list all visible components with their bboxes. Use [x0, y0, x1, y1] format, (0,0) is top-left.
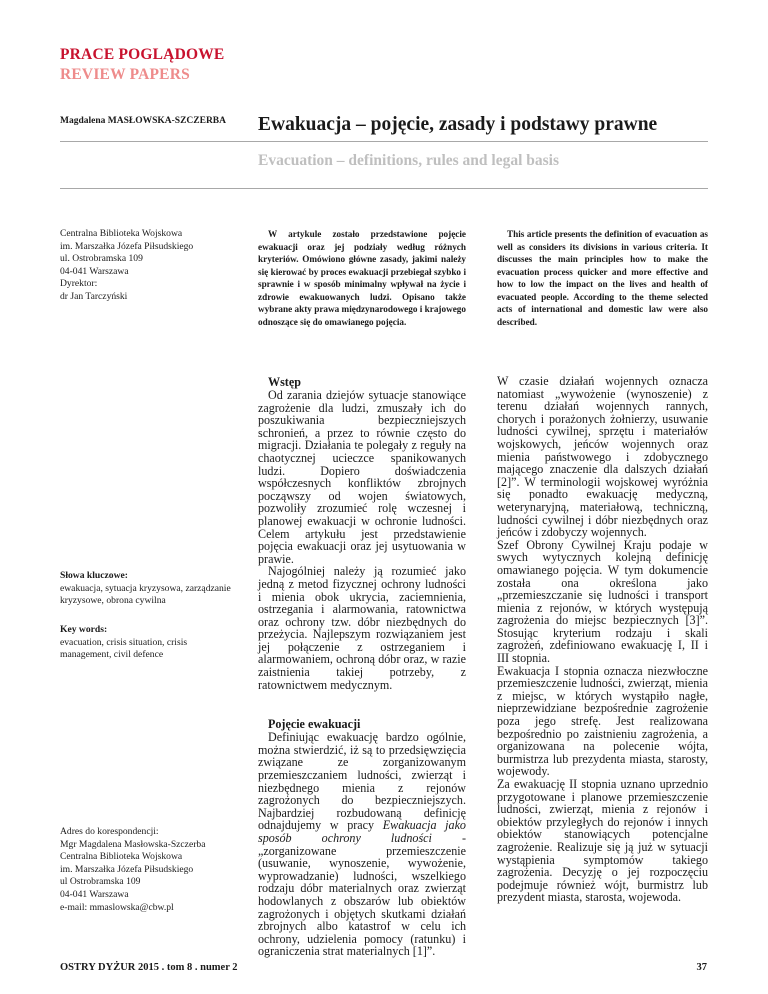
heading-concept: Pojęcie ewakuacji — [268, 717, 361, 732]
keywords-pl-text: ewakuacja, sytuacja kryzysowa, zarządzanie kryzysowe, obrona cywilna — [60, 582, 231, 607]
journal-footer: OSTRY DYŻUR 2015 . tom 8 . numer 2 — [60, 962, 238, 973]
subtitle-divider — [60, 188, 708, 189]
abstract-en-text: This article presents the definition of evacuation as well as considers its divisions in various criteria. It discusses the main principles how to make the evacuation process quicker and more effective and how to low the impact on the lives and health of evacuated people. According to the theme selected acts of international and domestic law were also described. — [497, 229, 708, 327]
correspondence-email[interactable]: e-mail: mmaslowska@cbw.pl — [60, 901, 174, 913]
correspondence-line: 04-041 Warszawa — [60, 888, 129, 900]
page-number: 37 — [696, 962, 707, 973]
paragraph: Szef Obrony Cywilnej Kraju podaje w swych wytycznych kolejną definicję omawianego pojęcia. W tym dokumencie została ona określona jako „przemieszczanie się ludności i transport mienia z rejonów, w których występują zagrożenia do miejsc bezpiecznych [3]”. Stosując kryterium rodzaju i skali zagrożeń, zdefiniowano ewakuację I, II i III stopnia. — [497, 537, 708, 666]
paragraph-text: Definiując ewakuację bardzo ogólnie, można stwierdzić, iż są to przedsięwzięcia związane ze zorganizowanym przemieszczaniem ludności, zwierząt i niezbędnego mienia z rejonów zagrożonych do bezpieczniejszych. Najbardziej rozbudowaną definicję odnajdujemy w pracy — [258, 730, 466, 833]
keywords-pl-block — [60, 570, 240, 608]
paragraph: Od zarania dziejów sytuacje stanowiące zagrożenie dla ludzi, zmuszały ich do poszukiwania bezpieczniejszych schronień, a przez to równie często do migracji. Działania te polegały z reguły na chaotycznej ucieczce spanikowanych ludzi. Dopiero doświadczenia współczesnych konfliktów zbrojnych począwszy od wojen światowych, pozwoliły zrozumieć rolę wczesnej i planowej ewakuacji w ochronie ludności. Celem artykułu jest przedstawienie pojęcia ewakuacji oraz jej usytuowania w prawie. — [258, 388, 466, 566]
cited-work-title: Ewakuacja jako sposób ochrony ludności — [258, 818, 466, 845]
keywords-en-block — [60, 624, 240, 662]
affiliation-block — [60, 228, 240, 304]
paragraph — [258, 731, 466, 958]
affiliation-line: im. Marszałka Józefa Piłsudskiego — [60, 240, 194, 252]
correspondence-block — [60, 826, 240, 914]
affiliation-line: dr Jan Tarczyński — [60, 290, 128, 302]
heading-introduction: Wstęp — [268, 375, 301, 389]
keywords-en-text: evacuation, crisis situation, crisis management, civil defence — [60, 636, 188, 661]
affiliation-line: 04-041 Warszawa — [60, 265, 129, 277]
body-column-right — [497, 375, 708, 904]
affiliation-line: Dyrektor: — [60, 278, 98, 290]
correspondence-line: Adres do korespondencji: — [60, 826, 159, 837]
correspondence-line: Mgr Magdalena Masłowska-Szczerba — [60, 838, 206, 850]
keywords-pl-title: Słowa kluczowe: — [60, 570, 128, 581]
abstract-pl — [258, 228, 466, 328]
affiliation-line: Centralna Biblioteka Wojskowa — [60, 228, 183, 239]
paragraph: W czasie działań wojennych oznacza natomiast „wywożenie (wynoszenie) z terenu działań wojennych rannych, chorych i porażonych żołnierzy, usuwanie ludności cywilnej, sprzętu i materiałów wojskowych, jeńców wojennych oraz mienia państwowego i zdobycznego mającego znaczenie dla dalszych działań [2]”. W terminologii wojskowej wyróżnia się ponadto ewakuację medyczną, weterynaryjną, materiałową, techniczną, ludności cywilnej i dóbr niezbędnych oraz jeńców i zdobyczy wojennych. — [497, 374, 708, 540]
article-title-en: Evacuation – definitions, rules and legal basis — [258, 152, 560, 169]
affiliation-line: ul. Ostrobramska 109 — [60, 253, 143, 265]
body-column-left — [258, 375, 466, 958]
section-label-en: REVIEW PAPERS — [60, 66, 190, 83]
section-label-pl: PRACE POGLĄDOWE — [60, 46, 225, 63]
title-divider — [60, 141, 708, 142]
correspondence-line: im. Marszałka Józefa Piłsudskiego — [60, 863, 194, 875]
abstract-en — [497, 228, 708, 328]
keywords-en-title: Key words: — [60, 624, 108, 635]
author-name: Magdalena MASŁOWSKA-SZCZERBA — [60, 116, 227, 126]
abstract-pl-text: W artykule zostało przedstawione pojęcie ewakuacji oraz jej podziały według różnych kryteriów. Omówiono główne zasady, jakimi należy się kierować by proces ewakuacji przebiegał szybko i sprawnie i w sposób minimalny wpływał na życie i zdrowie ewakuowanych ludzi. Opisano także wybrane akty prawa międzynarodowego i krajowego odnoszące się do omawianego pojęcia. — [258, 229, 466, 327]
correspondence-line: ul Ostrobramska 109 — [60, 876, 141, 888]
paragraph: Ewakuacja I stopnia oznacza niezwłoczne przemieszczenie ludności, zwierząt, mienia z miejsc, w których wystąpiło nagłe, nieprzewidziane bezpośrednie zagrożenie poza jego strefę. Jest realizowana bezpośrednio po zaistnieniu zagrożenia, a organizowana na polecenie wójta, burmistrza lub prezydenta miasta, starosty, wojewody. — [497, 663, 708, 779]
paragraph: Najogólniej należy ją rozumieć jako jedną z metod fizycznej ochrony ludności i mienia obok ukrycia, zaciemnienia, ostrzegania i alarmowania, ratownictwa oraz ochrony tzw. dóbr niezbędnych do przeżycia. Najlepszym rozwiązaniem jest jej połączenie z ostrzeganiem i alarmowaniem, ochroną dóbr oraz, w razie zaistnienia takiej potrzeby, z ratownictwem medycznym. — [258, 564, 466, 692]
paragraph-text: - „zorganizowane przemieszczenie (usuwanie, wynoszenie, wywożenie, wyprowadzanie) ludności, wszelkiego rodzaju dóbr materialnych oraz zwierząt hodowlanych z obszarów lub obiektów zagrożonych i objętych skutkami działań zbrojnych albo katastrof w celu ich ochrony, udzielenia pomocy (ratunku) i ograniczenia strat materialnych [1]”. — [258, 831, 467, 959]
paragraph: Za ewakuację II stopnia uznano uprzednio przygotowane i planowe przemieszczenie ludności, zwierząt, mienia z rejonów i obiektów przyległych do rejonów i innych obiektów stanowiących potencjalne zagrożenie. Realizuje się ją już w sytuacji wystąpienia symptomów takiego zagrożenia. Decyzję o jej rozpoczęciu podejmuje również wójt, burmistrz lub prezydent miasta, starosta, wojewoda. — [497, 777, 708, 905]
correspondence-line: Centralna Biblioteka Wojskowa — [60, 851, 183, 863]
article-title-pl: Ewakuacja – pojęcie, zasady i podstawy prawne — [258, 114, 658, 135]
